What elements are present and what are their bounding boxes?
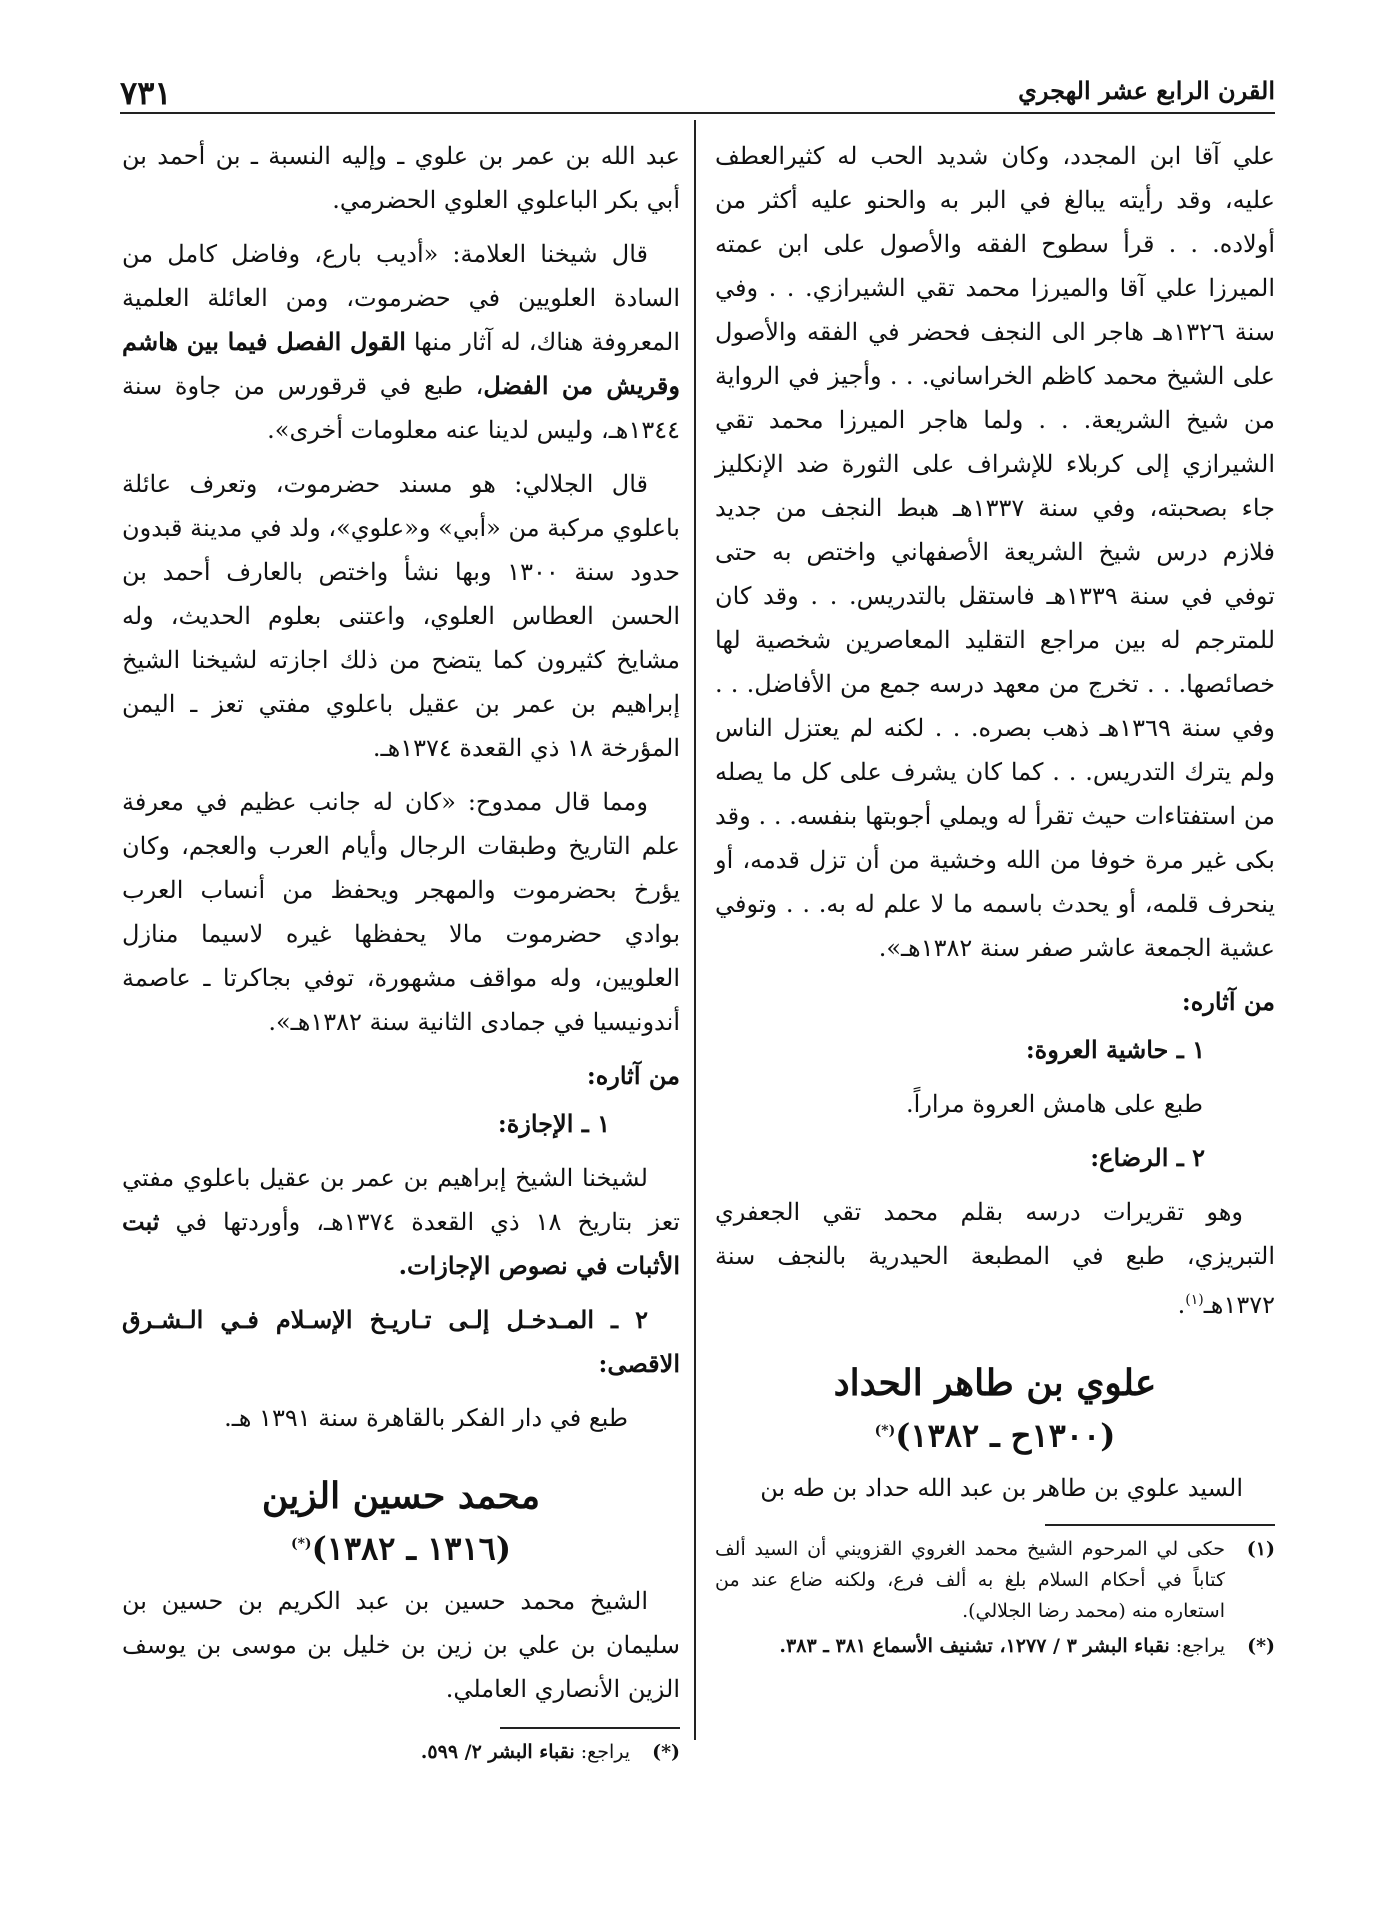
quote-text: ، طبع في قرقورس من جاوة سنة ١٣٤٤هـ، وليس لدينا عنه معلومات أخرى». [122, 372, 680, 444]
biography-text: ومما قال ممدوح: «كان له جانب عظيم في معرفة علم التاريخ وطبقات الرجال وأيام العرب والعجم، وكان يؤرخ بحضرموت والمهجر ويحفظ من أنساب العرب بوادي حضرموت مالا يحفظها غيره لاسيما منازل العلويين، وله مواقف مشهورة، توفي بجاكرتا ـ عاصمة أندونيسيا في جمادى الثانية سنة ١٣٨٢هـ». [122, 788, 680, 1036]
work-description: طبع في دار الفكر بالقاهرة سنة ١٣٩١ هـ. [224, 1404, 628, 1432]
footnote-lead: يراجع: [1175, 1634, 1225, 1657]
right-column [715, 134, 1275, 1666]
entry-title: محمد حسين الزين [261, 1475, 541, 1517]
work-description: وهو تقريرات درسه بقلم محمد تقي الجعفري التبريزي، طبع في المطبعة الحيدرية بالنجف سنة ١٣٧٢هـ$^{(١)}$. [715, 1198, 1275, 1319]
footnote-reference[interactable]: (١) [1185, 1292, 1204, 1308]
page-header [120, 70, 1275, 110]
entry-title: علوي بن طاهر الحداد [833, 1362, 1157, 1404]
work-title: ٢ ـ الرضاع: [1090, 1143, 1205, 1172]
biography-text: قال الجلالي: هو مسند حضرموت، وتعرف عائلة باعلوي مركبة من «أبي» و«علوي»، ولد في مدينة قبدون حدود سنة ١٣٠٠ وبها نشأ واختص بالعارف أحمد بن الحسن العطاس العلوي، واعتنى بعلوم الحديث، وله مشايخ كثيرون كما يتضح من ذلك اجازته لشيخنا الشيخ إبراهيم بن عمر بن عقيل باعلوي مفتي تعز ـ اليمن المؤرخة ١٨ ذي القعدة ١٣٧٤هـ. [122, 470, 680, 762]
footnote-rule [1045, 1524, 1275, 1526]
footnote-text: حكى لي المرحوم الشيخ محمد الغروي القزويني أن السيد ألف كتاباً في أحكام السلام بلغ به ألف فرع، ولكنه ضاع عند من استعاره منه (محمد رضا الجلالي). [715, 1537, 1225, 1622]
biography-text: عبد الله بن عمر بن علوي ـ وإليه النسبة ـ بن أحمد بن أبي بكر الباعلوي العلوي الحضرمي. [122, 142, 680, 214]
column-divider [694, 120, 696, 1740]
work-title: ٢ ـ المـدخـل إلـى تـاريـخ الإسـلام فـي الـشـرق الاقصى: [122, 1305, 680, 1378]
header-rule [120, 112, 1275, 114]
footnote-mark: (*) [1247, 1634, 1275, 1657]
page-number: ٧٣١ [120, 74, 172, 112]
book-title: ثبت الأثبات في نصوص الإجازات. [122, 1207, 680, 1280]
work-title: ١ ـ الإجازة: [497, 1109, 610, 1138]
entry-dates [122, 1522, 680, 1571]
entry-dates-text: (١٣١٦ ـ ١٣٨٢) [311, 1529, 511, 1568]
entry-dates-text: (١٣٠٠ح ـ ١٣٨٢) [895, 1416, 1116, 1455]
footnote-rule [500, 1727, 680, 1729]
footnote-mark: (*) [652, 1740, 680, 1763]
entry-dates [715, 1409, 1275, 1458]
work-description: طبع على هامش العروة مراراً. [906, 1090, 1203, 1118]
left-column [122, 134, 680, 1772]
biography-text: علي آقا ابن المجدد، وكان شديد الحب له كثيرالعطف عليه، وقد رأيته يبالغ في البر به والحنو عليه أكثر من أولاده. . . قرأ سطوح الفقه والأصول على ابن عمته الميرزا علي آقا والميرزا محمد تقي الشيرازي. . . وفي سنة ١٣٢٦هـ هاجر الى النجف فحضر في الفقه والأصول على الشيخ محمد كاظم الخراساني. . . وأجيز في الرواية من شيخ الشريعة. . . ولما هاجر الميرزا محمد تقي الشيرازي إلى كربلاء للإشراف على الثورة ضد الإنكليز جاء بصحبته، وفي سنة ١٣٣٧هـ هبط النجف من جديد فلازم درس شيخ الشريعة الأصفهاني واختص به حتى توفي في سنة ١٣٣٩هـ فاستقل بالتدريس. . . وقد كان للمترجم له بين مراجع التقليد المعاصرين شخصية لها خصائصها. . . تخرج من معهد درسه جمع من الأفاضل. . . وفي سنة ١٣٦٩هـ ذهب بصره. . . لكنه لم يعتزل الناس ولم يترك التدريس. . . كما كان يشرف على كل ما يصله من استفتاءات حيث تقرأ له ويملي أجوبتها بنفسه. . . وقد بكى غير مرة خوفا من الله وخشية من أن تزل قدمه، أو ينحرف قلمه، أو يحدث باسمه ما لا علم له به. . . وتوفي عشية الجمعة عاشر صفر سنة ١٣٨٢هـ». [715, 142, 1276, 962]
quote-text: قال شيخنا العلامة: «أديب بارع، وفاضل كامل من السادة العلويين في حضرموت، ومن العائلة العلمية المعروفة هناك، له آثار منها [122, 240, 680, 356]
footnote-text: نقباء البشر ٢/ ٥٩٩. [420, 1740, 575, 1763]
footnote-reference[interactable]: (*) [874, 1423, 896, 1439]
running-title: القرن الرابع عشر الهجري [1018, 76, 1275, 105]
footnote [122, 1737, 680, 1768]
works-heading: من آثاره: [1181, 987, 1275, 1016]
entry-opening-text: السيد علوي بن طاهر بن عبد الله حداد بن طه بن [760, 1473, 1243, 1502]
footnote-mark: (١) [1246, 1537, 1275, 1560]
entry-opening-text: الشيخ محمد حسين بن عبد الكريم بن حسين بن سليمان بن علي بن زين بن خليل بن موسى بن يوسف الزين الأنصاري العاملي. [122, 1586, 680, 1703]
footnote-reference[interactable]: (*) [290, 1536, 312, 1552]
work-description-text: لشيخنا الشيخ إبراهيم بن عمر بن عقيل باعلوي مفتي تعز بتاريخ ١٨ ذي القعدة ١٣٧٤هـ، وأوردتها في [122, 1164, 680, 1236]
footnote [715, 1534, 1275, 1627]
footnote-lead: يراجع: [580, 1740, 630, 1763]
book-title: القول الفصل فيما بين هاشم وقريش من الفضل [122, 327, 680, 400]
works-heading: من آثاره: [586, 1061, 680, 1090]
footnote [715, 1631, 1275, 1662]
work-description-text: وهو تقريرات درسه بقلم محمد تقي الجعفري التبريزي، طبع في المطبعة الحيدرية بالنجف سنة ١٣٧٢هـ [715, 1198, 1275, 1319]
work-title: ١ ـ حاشية العروة: [1025, 1035, 1205, 1064]
work-description [122, 1156, 680, 1288]
biography-text [122, 232, 680, 452]
footnote-text: نقباء البشر ٣ / ١٢٧٧، تشنيف الأسماع ٣٨١ ـ ٣٨٣. [779, 1634, 1170, 1657]
